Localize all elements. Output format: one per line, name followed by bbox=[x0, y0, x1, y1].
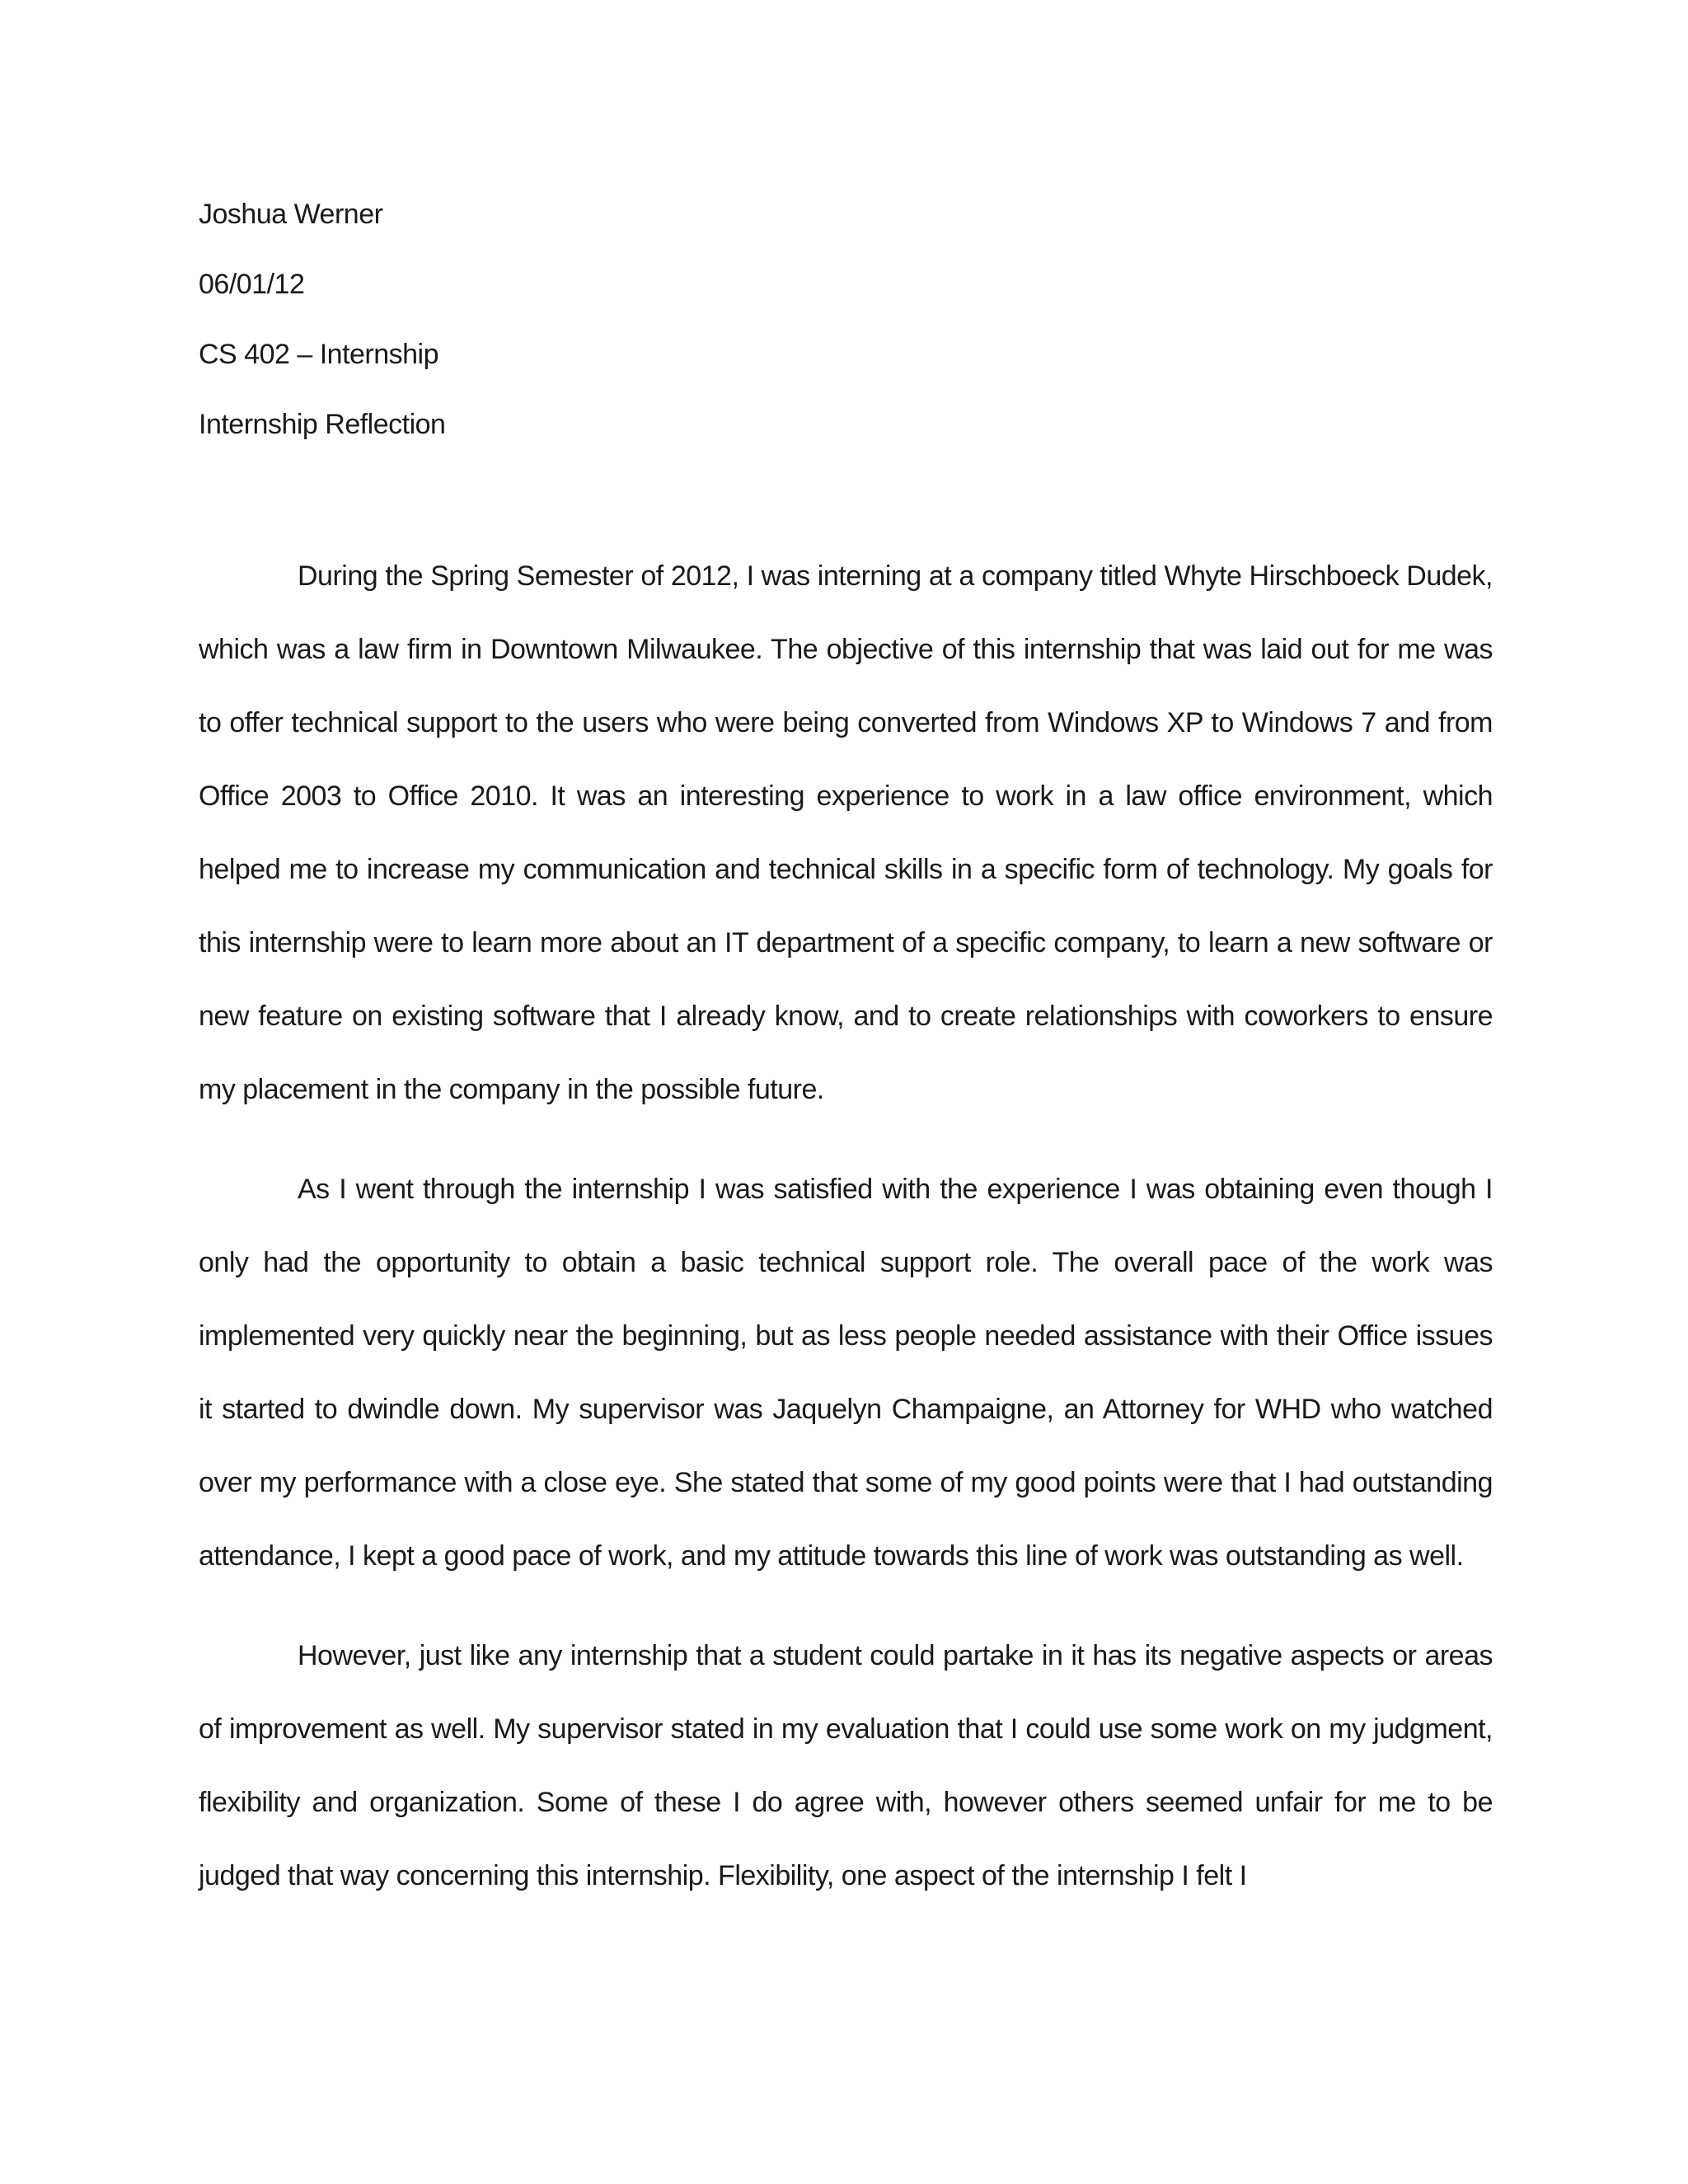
paragraph-2: As I went through the internship I was satisfied with the experience I was obtaining even though I only had the opportunity to obtain a basic technical support role. The overall pace of the work was implemented very quickly near the beginning, but as less people needed assistance with their Office issues it started to dwindle down. My supervisor was Jaquelyn Champaigne, an Attorney for WHD who watched over my performance with a close eye. She stated that some of my good points were that I had outstanding attendance, I kept a good pace of work, and my attitude towards this line of work was outstanding as well. bbox=[199, 1174, 1493, 1572]
course-name: CS 402 – Internship bbox=[199, 339, 439, 370]
document-header bbox=[199, 191, 1517, 471]
paragraph-3: However, just like any internship that a student could partake in it has its negative aspects or areas of improvement as well. My supervisor stated in my evaluation that I could use some work on my judgment, flexibility and organization. Some of these I do agree with, however others seemed unfair for me to be judged that way concerning this internship. Flexibility, one aspect of the internship I felt I bbox=[199, 1640, 1493, 1891]
document-date: 06/01/12 bbox=[199, 269, 305, 300]
author-name: Joshua Werner bbox=[199, 199, 383, 230]
document-body bbox=[199, 540, 1493, 1913]
document-title: Internship Reflection bbox=[199, 409, 446, 440]
paragraph-1: During the Spring Semester of 2012, I was interning at a company titled Whyte Hirschboeck Dudek, which was a law firm in Downtown Milwaukee. The objective of this internship that was laid out for me was to offer technical support to the users who were being converted from Windows XP to Windows 7 and from Office 2003 to Office 2010. It was an interesting experience to work in a law office environment, which helped me to increase my communication and technical skills in a specific form of technology. My goals for this internship were to learn more about an IT department of a specific company, to learn a new software or new feature on existing software that I already know, and to create relationships with coworkers to ensure my placement in the company in the possible future. bbox=[199, 560, 1493, 1105]
